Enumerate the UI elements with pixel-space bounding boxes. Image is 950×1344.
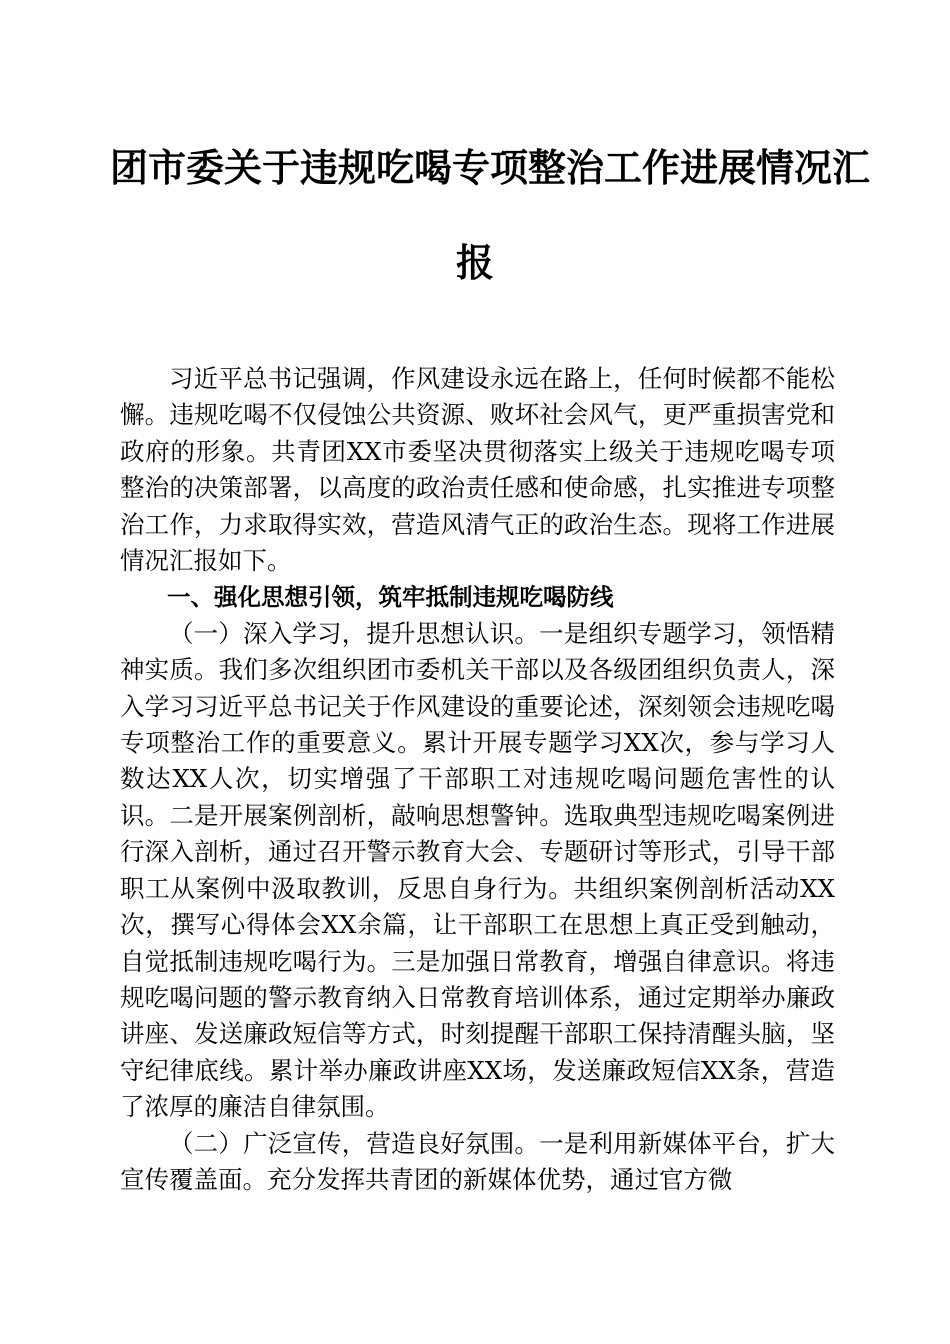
document-body [120,361,835,1198]
section-1-heading: 一、强化思想引领，筑牢抵制违规吃喝防线 [167,583,614,612]
section-1-item-1-paragraph: （一）深入学习，提升思想认识。一是组织专题学习，领悟精神实质。我们多次组织团市委机关干部以及各级团组织负责人，深入学习习近平总书记关于作风建设的重要论述，深刻领会违规吃喝专项整治工作的重要意义。累计开展专题学习XX次，参与学习人数达XX人次，切实增强了干部职工对违规吃喝问题危害性的认识。二是开展案例剖析，敲响思想警钟。选取典型违规吃喝案例进行深入剖析，通过召开警示教育大会、专题研讨等形式，引导干部职工从案例中汲取教训，反思自身行为。共组织案例剖析活动XX次，撰写心得体会XX余篇，让干部职工在思想上真正受到触动，自觉抵制违规吃喝行为。三是加强日常教育，增强自律意识。将违规吃喝问题的警示教育纳入日常教育培训体系，通过定期举办廉政讲座、发送廉政短信等方式，时刻提醒干部职工保持清醒头脑，坚守纪律底线。累计举办廉政讲座XX场，发送廉政短信XX条，营造了浓厚的廉洁自律氛围。 [120,618,835,1122]
document-title-line-1: 团市委关于违规吃喝专项整治工作进展情况汇 [110,145,871,190]
intro-paragraph: 习近平总书记强调，作风建设永远在路上，任何时候都不能松懈。违规吃喝不仅侵蚀公共资源、败坏社会风气，更严重损害党和政府的形象。共青团XX市委坚决贯彻落实上级关于违规吃喝专项整治的决策部署，以高度的政治责任感和使命感，扎实推进专项整治工作，力求取得实效，营造风清气正的政治生态。现将工作进展情况汇报如下。 [120,364,835,576]
section-1-item-2-paragraph: （二）广泛宣传，营造良好氛围。一是利用新媒体平台，扩大宣传覆盖面。充分发挥共青团的新媒体优势，通过官方微 [120,1128,835,1194]
document-title-line-2: 报 [455,240,494,285]
